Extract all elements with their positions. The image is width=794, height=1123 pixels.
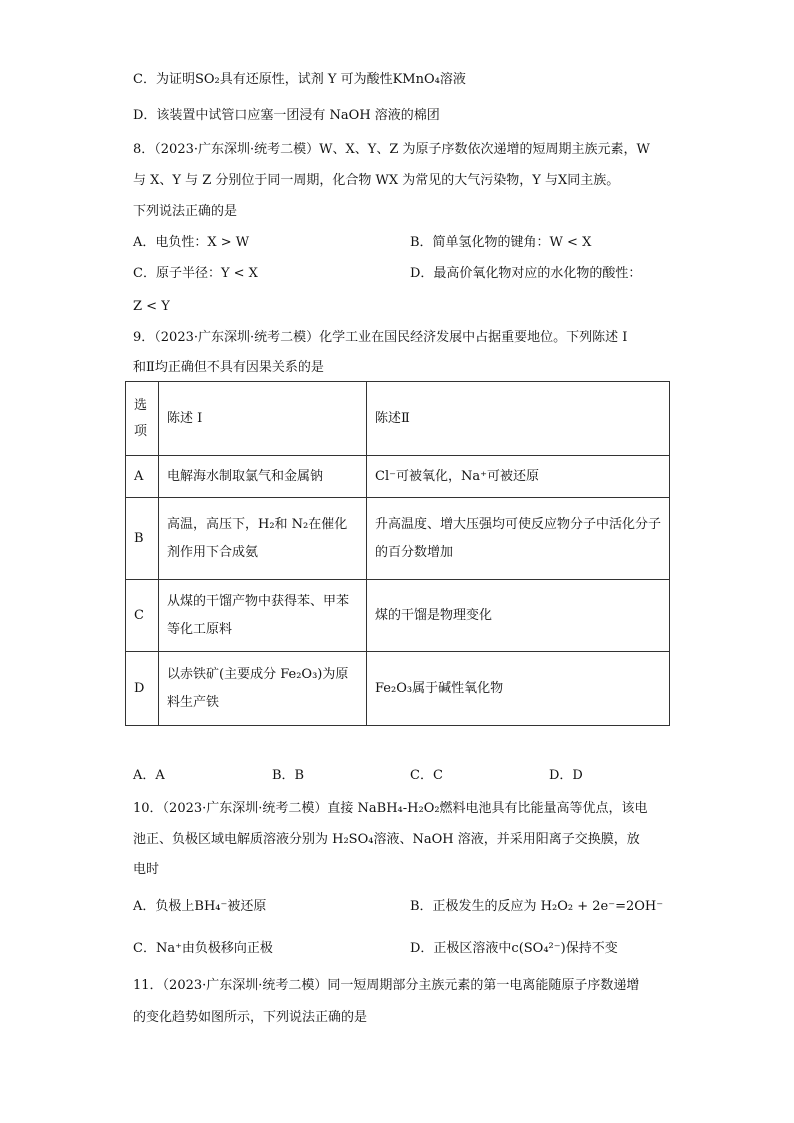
q8-option-c: C．原子半径：Y < X	[133, 266, 258, 281]
table-row	[126, 652, 670, 726]
row-d-statement-1: 以赤铁矿(主要成分 Fe₂O₃)为原料生产铁	[159, 652, 367, 726]
q7-option-c: C．为证明SO₂具有还原性，试剂 Y 可为酸性KMnO₄溶液	[133, 72, 466, 87]
q11-stem-line2: 的变化趋势如图所示，下列说法正确的是	[133, 1010, 368, 1025]
q10-stem-line2: 池正、负极区域电解质溶液分别为 H₂SO₄溶液、NaOH 溶液，并采用阳离子交换膜，放	[133, 832, 640, 847]
table-row	[126, 456, 670, 498]
row-c-statement-1: 从煤的干馏产物中获得苯、甲苯等化工原料	[159, 580, 367, 652]
row-a-statement-2: Cl⁻可被氧化，Na⁺可被还原	[367, 456, 670, 498]
q11-stem-line1: 11．（2023·广东深圳·统考二模）同一短周期部分主族元素的第一电离能随原子序数递增	[133, 978, 640, 993]
q10-option-c: C．Na⁺由负极移向正极	[133, 941, 273, 956]
q8-stem-line1: 8．（2023·广东深圳·统考二模）W、X、Y、Z 为原子序数依次递增的短周期主族元素，W	[133, 142, 650, 157]
q9-stem-line1: 9．（2023·广东深圳·统考二模）化学工业在国民经济发展中占据重要地位。下列陈述 I	[133, 330, 628, 345]
row-c-statement-2: 煤的干馏是物理变化	[367, 580, 670, 652]
q8-option-a: A．电负性：X > W	[133, 235, 250, 250]
q8-stem-line3: 下列说法正确的是	[133, 204, 238, 219]
row-b-statement-1: 高温，高压下，H₂和 N₂在催化剂作用下合成氨	[159, 498, 367, 580]
row-a-statement-1: 电解海水制取氯气和金属钠	[159, 456, 367, 498]
q9-statement-table	[125, 381, 670, 726]
q10-stem-line1: 10．（2023·广东深圳·统考二模）直接 NaBH₄-H₂O₂燃料电池具有比能量高等优点，该电	[133, 801, 648, 816]
q8-option-b: B．简单氢化物的键角：W < X	[410, 235, 592, 250]
table-row	[126, 498, 670, 580]
row-c-option: C	[126, 580, 159, 652]
row-a-option: A	[126, 456, 159, 498]
row-d-option: D	[126, 652, 159, 726]
q9-answer-a: A．A	[133, 768, 165, 783]
q10-option-a: A．负极上BH₄⁻被还原	[133, 899, 267, 914]
header-statement-2: 陈述Ⅱ	[367, 382, 670, 456]
q10-stem-line3: 电时	[133, 862, 160, 877]
q9-answer-b: B．B	[272, 768, 305, 783]
header-option: 选项	[126, 382, 159, 456]
table-header-row	[126, 382, 670, 456]
row-d-statement-2: Fe₂O₃属于碱性氧化物	[367, 652, 670, 726]
q8-option-d-continued: Z < Y	[133, 299, 170, 314]
row-b-option: B	[126, 498, 159, 580]
table-row	[126, 580, 670, 652]
q7-option-d: D．该装置中试管口应塞一团浸有 NaOH 溶液的棉团	[133, 108, 440, 123]
q9-answer-c: C．C	[410, 768, 443, 783]
row-b-statement-2: 升高温度、增大压强均可使反应物分子中活化分子的百分数增加	[367, 498, 670, 580]
q9-stem-line2: 和Ⅱ均正确但不具有因果关系的是	[133, 360, 324, 375]
q8-stem-line2: 与 X、Y 与 Z 分别位于同一周期，化合物 WX 为常见的大气污染物，Y 与X同主族。	[133, 173, 620, 188]
q10-option-b: B．正极发生的反应为 H₂O₂ + 2e⁻=2OH⁻	[410, 899, 664, 914]
header-statement-1: 陈述 I	[159, 382, 367, 456]
q8-option-d: D．最高价氧化物对应的水化物的酸性：	[410, 266, 642, 281]
q10-option-d: D．正极区溶液中c(SO₄²⁻)保持不变	[410, 941, 618, 956]
q9-answer-d: D．D	[549, 768, 583, 783]
